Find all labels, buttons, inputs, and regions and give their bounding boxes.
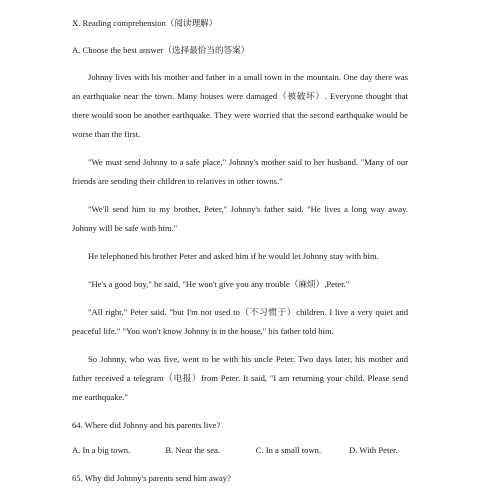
paragraph: "He's a good boy," he said, "He won't give you any trouble（麻烦）,Peter." (88, 279, 350, 289)
section-title: X. Reading comprehension（阅读理解） (72, 18, 218, 28)
part-title: A. Choose the best answer（选择最恰当的答案） (72, 45, 250, 55)
option-a: A. In a big town. (72, 445, 131, 455)
paragraph: He telephoned his brother Peter and asked him if he would let Johnny stay with him. (88, 251, 379, 261)
question-65: 65. Why did Johnny's parents send him away? (72, 473, 231, 483)
paragraph: "All right," Peter said. "but I'm not used to（不习惯于）children. I live a very quiet and peaceful life." "You won't know Johnny is in the house," his father told him. (72, 307, 408, 336)
paragraph: So Johnny, who was five, went to be with his uncle Peter. Two days later, his mother and father received a telegram（电报）from Peter. It said, "I am returning your child. Please send me earthquake." (72, 354, 408, 402)
paragraph: Johnny lives with his mother and father in a small town in the mountain. One day there was an earthquake near the town. Many houses were damaged（被破坏）. Everyone thought that there would soon be another earthquake. They were worried that the second earthquake would be worse than the first. (72, 72, 408, 139)
question-64: 64. Where did Johnny and his parents live? (72, 420, 221, 430)
option-c: C. In a small town. (255, 445, 322, 455)
option-b: B. Near the sea. (165, 445, 220, 455)
option-d: D. With Peter. (349, 445, 398, 455)
paragraph: "We must send Johnny to a safe place," Johnny's mother said to her husband. "Many of our friends are sending their children to relatives in other towns." (72, 157, 408, 186)
question-64-options (72, 441, 408, 460)
paragraph: "We'll send him to my brother, Peter," Johnny's father said. "He lives a long way away. Johnny will be safe with him." (72, 204, 408, 233)
